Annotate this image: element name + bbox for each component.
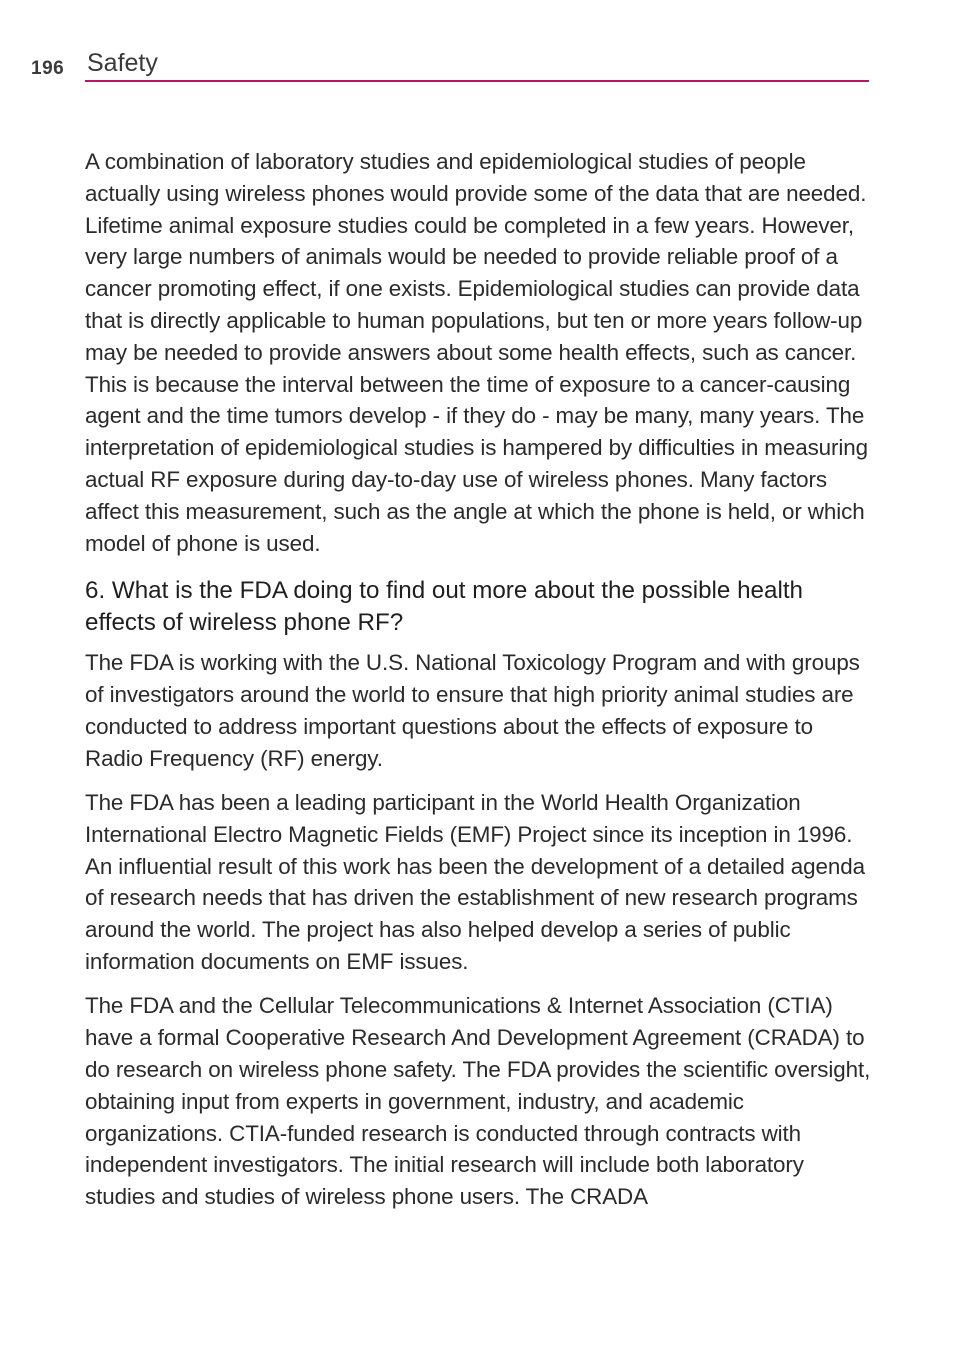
page-number: 196 bbox=[31, 58, 65, 79]
body-paragraph: A combination of laboratory studies and epidemiological studies of people actually using wireless phones would provide some of the data that are needed. Lifetime animal exposure studies could be completed in a few years. However, very large numbers of animals would be needed to provide reliable proof of a cancer promoting effect, if one exists. Epidemiological studies can provide data that is directly applicable to human populations, but ten or more years follow-up may be needed to provide answers about some health effects, such as cancer. This is because the interval between the time of exposure to a cancer-causing agent and the time tumors develop - if they do - may be many, many years. The interpretation of epidemiological studies is hampered by difficulties in measuring actual RF exposure during day-to-day use of wireless phones. Many factors affect this measurement, such as the angle at which the phone is held, or which model of phone is used. bbox=[85, 149, 868, 556]
body-paragraph: The FDA is working with the U.S. National Toxicology Program and with groups of investigators around the world to ensure that high priority animal studies are conducted to address important questions about the effects of exposure to Radio Frequency (RF) energy. bbox=[85, 650, 860, 771]
section-title: Safety bbox=[87, 49, 158, 77]
body-paragraph: The FDA has been a leading participant in the World Health Organization International Electro Magnetic Fields (EMF) Project since its inception in 1996. An influential result of this work has been the development of a detailed agenda of research needs that has driven the establishment of new research programs around the world. The project has also helped develop a series of public information documents on EMF issues. bbox=[85, 790, 865, 975]
body-paragraph: The FDA and the Cellular Telecommunications & Internet Association (CTIA) have a formal Cooperative Research And Development Agreement (CRADA) to do research on wireless phone safety. The FDA provides the scientific oversight, obtaining input from experts in government, industry, and academic organizations. CTIA-funded research is conducted through contracts with independent investigators. The initial research will include both laboratory studies and studies of wireless phone users. The CRADA bbox=[85, 993, 871, 1210]
question-heading: 6. What is the FDA doing to find out more about the possible health effects of wireless phone RF? bbox=[85, 577, 803, 637]
page-content bbox=[85, 146, 875, 1213]
header-rule bbox=[85, 80, 869, 82]
page-header bbox=[0, 0, 954, 90]
